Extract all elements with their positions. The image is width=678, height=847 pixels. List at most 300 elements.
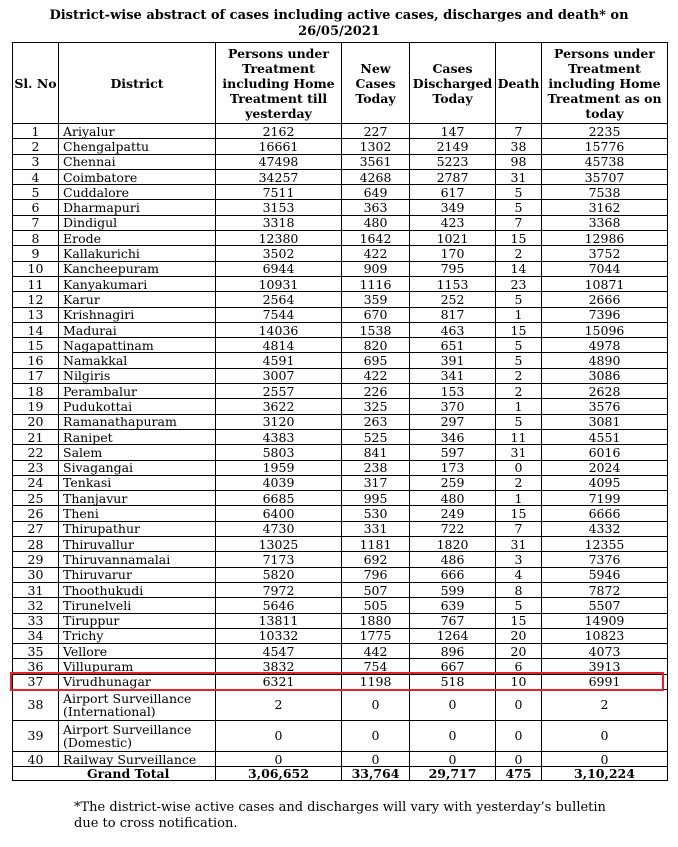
row-district: Madurai: [59, 322, 216, 337]
row-district: Trichy: [59, 628, 216, 643]
row-under-treatment-yesterday: 47498: [216, 154, 342, 169]
row-under-treatment-today: 7199: [542, 491, 668, 506]
row-discharged: 1820: [410, 537, 496, 552]
row-new-cases: 692: [342, 552, 410, 567]
row-slno: 14: [13, 322, 59, 337]
table-row: [13, 276, 668, 291]
table-row: [13, 613, 668, 628]
table-row: [13, 139, 668, 154]
row-discharged: 480: [410, 491, 496, 506]
row-death: 7: [496, 521, 542, 536]
row-under-treatment-yesterday: 0: [216, 720, 342, 751]
row-death: 23: [496, 276, 542, 291]
table-row: [13, 399, 668, 414]
row-under-treatment-yesterday: 6944: [216, 261, 342, 276]
row-slno: 16: [13, 353, 59, 368]
row-under-treatment-yesterday: 3007: [216, 368, 342, 383]
row-district: Thiruvannamalai: [59, 552, 216, 567]
district-abstract-table: [12, 42, 668, 781]
row-death: 7: [496, 215, 542, 230]
row-slno: 22: [13, 445, 59, 460]
row-discharged: 147: [410, 124, 496, 139]
row-new-cases: 670: [342, 307, 410, 322]
table-row: [13, 215, 668, 230]
row-under-treatment-today: 14909: [542, 613, 668, 628]
row-district: Nilgiris: [59, 368, 216, 383]
row-death: 15: [496, 613, 542, 628]
row-under-treatment-today: 4073: [542, 644, 668, 659]
row-discharged: 617: [410, 185, 496, 200]
row-death: 2: [496, 246, 542, 261]
row-discharged: 249: [410, 506, 496, 521]
row-slno: 26: [13, 506, 59, 521]
row-district: Kancheepuram: [59, 261, 216, 276]
row-discharged: 0: [410, 751, 496, 766]
row-under-treatment-today: 0: [542, 751, 668, 766]
row-new-cases: 525: [342, 429, 410, 444]
row-slno: 5: [13, 185, 59, 200]
row-under-treatment-today: 3162: [542, 200, 668, 215]
row-discharged: 795: [410, 261, 496, 276]
row-district: Coimbatore: [59, 169, 216, 184]
row-new-cases: 0: [342, 689, 410, 720]
row-new-cases: 263: [342, 414, 410, 429]
row-slno: 25: [13, 491, 59, 506]
row-district: Erode: [59, 231, 216, 246]
row-district: Dindigul: [59, 215, 216, 230]
row-under-treatment-today: 6016: [542, 445, 668, 460]
table-row: [13, 338, 668, 353]
table-row: [13, 689, 668, 720]
table-row: [13, 475, 668, 490]
row-new-cases: 995: [342, 491, 410, 506]
row-death: 5: [496, 185, 542, 200]
row-district: Ranipet: [59, 429, 216, 444]
row-district: Thirupathur: [59, 521, 216, 536]
row-under-treatment-today: 7376: [542, 552, 668, 567]
table-row: [13, 368, 668, 383]
table-row: [13, 491, 668, 506]
row-slno: 37: [13, 674, 59, 689]
row-district: Theni: [59, 506, 216, 521]
row-under-treatment-today: 2024: [542, 460, 668, 475]
row-slno: 6: [13, 200, 59, 215]
row-under-treatment-yesterday: 4591: [216, 353, 342, 368]
row-new-cases: 480: [342, 215, 410, 230]
row-discharged: 0: [410, 689, 496, 720]
row-under-treatment-today: 2666: [542, 292, 668, 307]
table-row: [13, 124, 668, 139]
row-discharged: 341: [410, 368, 496, 383]
row-death: 2: [496, 384, 542, 399]
row-under-treatment-yesterday: 7173: [216, 552, 342, 567]
row-under-treatment-today: 7396: [542, 307, 668, 322]
row-under-treatment-today: 4890: [542, 353, 668, 368]
row-under-treatment-today: 15776: [542, 139, 668, 154]
row-discharged: 667: [410, 659, 496, 674]
row-discharged: 5223: [410, 154, 496, 169]
header-district: District: [59, 43, 216, 124]
row-death: 11: [496, 429, 542, 444]
row-new-cases: 649: [342, 185, 410, 200]
table-row: [13, 537, 668, 552]
row-under-treatment-today: 6666: [542, 506, 668, 521]
row-under-treatment-yesterday: 34257: [216, 169, 342, 184]
row-death: 0: [496, 751, 542, 766]
row-death: 5: [496, 338, 542, 353]
row-discharged: 463: [410, 322, 496, 337]
row-death: 1: [496, 399, 542, 414]
row-slno: 39: [13, 720, 59, 751]
row-under-treatment-yesterday: 3153: [216, 200, 342, 215]
row-discharged: 518: [410, 674, 496, 689]
row-slno: 32: [13, 598, 59, 613]
row-under-treatment-today: 0: [542, 720, 668, 751]
row-district: Thoothukudi: [59, 582, 216, 597]
row-slno: 27: [13, 521, 59, 536]
row-death: 31: [496, 445, 542, 460]
row-district: Tiruppur: [59, 613, 216, 628]
row-new-cases: 695: [342, 353, 410, 368]
table-row: [13, 322, 668, 337]
table-row: [13, 384, 668, 399]
row-slno: 9: [13, 246, 59, 261]
row-under-treatment-yesterday: 2: [216, 689, 342, 720]
row-under-treatment-yesterday: 4039: [216, 475, 342, 490]
row-district: Namakkal: [59, 353, 216, 368]
table-row: [13, 552, 668, 567]
row-slno: 35: [13, 644, 59, 659]
table-row: [13, 751, 668, 766]
row-under-treatment-today: 7538: [542, 185, 668, 200]
row-slno: 24: [13, 475, 59, 490]
row-discharged: 599: [410, 582, 496, 597]
row-discharged: 1153: [410, 276, 496, 291]
row-under-treatment-yesterday: 4383: [216, 429, 342, 444]
row-district: Tenkasi: [59, 475, 216, 490]
header-under-treatment-today: Persons under Treatment including Home Treatment as on today: [542, 43, 668, 124]
row-under-treatment-today: 4978: [542, 338, 668, 353]
row-death: 3: [496, 552, 542, 567]
row-district: Virudhunagar: [59, 674, 216, 689]
row-under-treatment-today: 3368: [542, 215, 668, 230]
row-discharged: 666: [410, 567, 496, 582]
table-row: [13, 598, 668, 613]
row-discharged: 297: [410, 414, 496, 429]
virudhunagar-highlight-box: [10, 672, 664, 691]
row-slno: 8: [13, 231, 59, 246]
table-row: [13, 231, 668, 246]
row-death: 0: [496, 720, 542, 751]
total-discharged: 29,717: [410, 767, 496, 781]
table-row: [13, 169, 668, 184]
row-under-treatment-today: 12986: [542, 231, 668, 246]
row-discharged: 896: [410, 644, 496, 659]
row-district: Vellore: [59, 644, 216, 659]
row-under-treatment-today: 3086: [542, 368, 668, 383]
row-under-treatment-today: 3752: [542, 246, 668, 261]
row-discharged: 2149: [410, 139, 496, 154]
row-death: 31: [496, 537, 542, 552]
row-death: 1: [496, 491, 542, 506]
row-under-treatment-yesterday: 10931: [216, 276, 342, 291]
table-row: [13, 292, 668, 307]
table-row: [13, 506, 668, 521]
row-district: Tirunelveli: [59, 598, 216, 613]
row-slno: 40: [13, 751, 59, 766]
row-death: 20: [496, 628, 542, 643]
row-discharged: 722: [410, 521, 496, 536]
row-slno: 29: [13, 552, 59, 567]
header-discharged: Cases Discharged Today: [410, 43, 496, 124]
row-under-treatment-yesterday: 4547: [216, 644, 342, 659]
table-row: [13, 154, 668, 169]
row-discharged: 817: [410, 307, 496, 322]
row-district: Salem: [59, 445, 216, 460]
row-death: 8: [496, 582, 542, 597]
row-district: Dharmapuri: [59, 200, 216, 215]
row-discharged: 1264: [410, 628, 496, 643]
row-new-cases: 530: [342, 506, 410, 521]
row-district: Chennai: [59, 154, 216, 169]
row-under-treatment-yesterday: 6400: [216, 506, 342, 521]
row-death: 2: [496, 368, 542, 383]
row-new-cases: 442: [342, 644, 410, 659]
row-under-treatment-today: 5507: [542, 598, 668, 613]
row-district: Sivagangai: [59, 460, 216, 475]
row-death: 38: [496, 139, 542, 154]
grand-total-row: [13, 767, 668, 781]
row-under-treatment-yesterday: 5646: [216, 598, 342, 613]
row-under-treatment-yesterday: 2162: [216, 124, 342, 139]
row-under-treatment-yesterday: 14036: [216, 322, 342, 337]
row-death: 98: [496, 154, 542, 169]
row-death: 15: [496, 231, 542, 246]
row-under-treatment-yesterday: 5803: [216, 445, 342, 460]
row-death: 5: [496, 353, 542, 368]
row-death: 4: [496, 567, 542, 582]
row-slno: 23: [13, 460, 59, 475]
row-district: Perambalur: [59, 384, 216, 399]
table-row: [13, 261, 668, 276]
total-under-treatment-today: 3,10,224: [542, 767, 668, 781]
row-slno: 36: [13, 659, 59, 674]
row-new-cases: 1198: [342, 674, 410, 689]
row-slno: 30: [13, 567, 59, 582]
row-under-treatment-today: 10871: [542, 276, 668, 291]
row-under-treatment-today: 7044: [542, 261, 668, 276]
row-new-cases: 1642: [342, 231, 410, 246]
row-new-cases: 325: [342, 399, 410, 414]
row-under-treatment-yesterday: 0: [216, 751, 342, 766]
row-new-cases: 1880: [342, 613, 410, 628]
row-discharged: 370: [410, 399, 496, 414]
row-new-cases: 1181: [342, 537, 410, 552]
row-district: Villupuram: [59, 659, 216, 674]
total-death: 475: [496, 767, 542, 781]
table-row: [13, 353, 668, 368]
row-slno: 19: [13, 399, 59, 414]
row-district: Chengalpattu: [59, 139, 216, 154]
row-slno: 7: [13, 215, 59, 230]
row-new-cases: 505: [342, 598, 410, 613]
table-row: [13, 429, 668, 444]
row-under-treatment-today: 10823: [542, 628, 668, 643]
row-under-treatment-yesterday: 6321: [216, 674, 342, 689]
row-death: 1: [496, 307, 542, 322]
row-new-cases: 227: [342, 124, 410, 139]
row-under-treatment-today: 2628: [542, 384, 668, 399]
row-death: 15: [496, 322, 542, 337]
grand-total-label: Grand Total: [13, 767, 216, 781]
row-discharged: 651: [410, 338, 496, 353]
header-slno: Sl. No: [13, 43, 59, 124]
row-under-treatment-today: 2: [542, 689, 668, 720]
row-death: 6: [496, 659, 542, 674]
row-new-cases: 1538: [342, 322, 410, 337]
table-row: [13, 460, 668, 475]
row-discharged: 153: [410, 384, 496, 399]
row-district: Kallakurichi: [59, 246, 216, 261]
row-under-treatment-today: 45738: [542, 154, 668, 169]
row-under-treatment-yesterday: 6685: [216, 491, 342, 506]
row-under-treatment-today: 5946: [542, 567, 668, 582]
row-slno: 2: [13, 139, 59, 154]
row-new-cases: 1302: [342, 139, 410, 154]
report-title: [0, 8, 678, 40]
row-under-treatment-today: 15096: [542, 322, 668, 337]
table-row: [13, 644, 668, 659]
table-row: [13, 307, 668, 322]
row-slno: 15: [13, 338, 59, 353]
row-discharged: 1021: [410, 231, 496, 246]
footnote: *The district-wise active cases and discharges will vary with yesterday’s bulletin due to cross notification.: [74, 800, 606, 831]
row-new-cases: 3561: [342, 154, 410, 169]
row-district: Thiruvarur: [59, 567, 216, 582]
row-district: Thanjavur: [59, 491, 216, 506]
row-discharged: 0: [410, 720, 496, 751]
total-new-cases: 33,764: [342, 767, 410, 781]
table-row: [13, 567, 668, 582]
row-under-treatment-yesterday: 2564: [216, 292, 342, 307]
row-slno: 13: [13, 307, 59, 322]
header-death: Death: [496, 43, 542, 124]
row-slno: 3: [13, 154, 59, 169]
row-under-treatment-today: 3913: [542, 659, 668, 674]
table-row: [13, 185, 668, 200]
row-new-cases: 422: [342, 246, 410, 261]
row-district: Krishnagiri: [59, 307, 216, 322]
row-discharged: 170: [410, 246, 496, 261]
row-under-treatment-today: 6991: [542, 674, 668, 689]
header-new-cases: New Cases Today: [342, 43, 410, 124]
row-discharged: 391: [410, 353, 496, 368]
row-under-treatment-yesterday: 4814: [216, 338, 342, 353]
row-under-treatment-yesterday: 13025: [216, 537, 342, 552]
row-slno: 11: [13, 276, 59, 291]
row-death: 5: [496, 598, 542, 613]
row-district: Cuddalore: [59, 185, 216, 200]
row-death: 20: [496, 644, 542, 659]
row-new-cases: 507: [342, 582, 410, 597]
total-under-treatment-yesterday: 3,06,652: [216, 767, 342, 781]
row-under-treatment-today: 4095: [542, 475, 668, 490]
row-death: 0: [496, 460, 542, 475]
row-death: 2: [496, 475, 542, 490]
row-under-treatment-yesterday: 7544: [216, 307, 342, 322]
row-slno: 18: [13, 384, 59, 399]
row-discharged: 639: [410, 598, 496, 613]
row-district: Ariyalur: [59, 124, 216, 139]
row-slno: 31: [13, 582, 59, 597]
row-under-treatment-today: 3081: [542, 414, 668, 429]
row-discharged: 423: [410, 215, 496, 230]
row-under-treatment-yesterday: 7511: [216, 185, 342, 200]
row-discharged: 767: [410, 613, 496, 628]
row-new-cases: 909: [342, 261, 410, 276]
row-new-cases: 1116: [342, 276, 410, 291]
row-district: Pudukottai: [59, 399, 216, 414]
row-slno: 21: [13, 429, 59, 444]
header-under-treatment-yesterday: Persons under Treatment including Home Treatment till yesterday: [216, 43, 342, 124]
row-new-cases: 4268: [342, 169, 410, 184]
row-death: 15: [496, 506, 542, 521]
row-under-treatment-today: 4551: [542, 429, 668, 444]
row-death: 31: [496, 169, 542, 184]
row-new-cases: 841: [342, 445, 410, 460]
table-row: [13, 628, 668, 643]
row-district: Thiruvallur: [59, 537, 216, 552]
row-under-treatment-yesterday: 3120: [216, 414, 342, 429]
row-discharged: 486: [410, 552, 496, 567]
row-discharged: 259: [410, 475, 496, 490]
row-under-treatment-yesterday: 13811: [216, 613, 342, 628]
row-new-cases: 0: [342, 720, 410, 751]
row-new-cases: 422: [342, 368, 410, 383]
row-new-cases: 820: [342, 338, 410, 353]
table-row: [13, 720, 668, 751]
row-slno: 10: [13, 261, 59, 276]
table-header-row: [13, 43, 668, 124]
row-district: Nagapattinam: [59, 338, 216, 353]
row-new-cases: 238: [342, 460, 410, 475]
row-under-treatment-yesterday: 10332: [216, 628, 342, 643]
table-row: [13, 445, 668, 460]
title-line-1: District-wise abstract of cases including active cases, discharges and death* on: [49, 8, 629, 23]
row-discharged: 346: [410, 429, 496, 444]
row-new-cases: 1775: [342, 628, 410, 643]
row-under-treatment-today: 4332: [542, 521, 668, 536]
row-under-treatment-yesterday: 3622: [216, 399, 342, 414]
table-row: [13, 200, 668, 215]
row-under-treatment-yesterday: 7972: [216, 582, 342, 597]
row-new-cases: 331: [342, 521, 410, 536]
row-slno: 33: [13, 613, 59, 628]
row-slno: 20: [13, 414, 59, 429]
row-district: Airport Surveillance (Domestic): [59, 720, 216, 751]
row-slno: 38: [13, 689, 59, 720]
row-new-cases: 226: [342, 384, 410, 399]
row-slno: 17: [13, 368, 59, 383]
row-death: 0: [496, 689, 542, 720]
row-district: Railway Surveillance: [59, 751, 216, 766]
row-district: Karur: [59, 292, 216, 307]
row-new-cases: 754: [342, 659, 410, 674]
row-death: 5: [496, 414, 542, 429]
row-death: 7: [496, 124, 542, 139]
row-death: 5: [496, 200, 542, 215]
table-row: [13, 521, 668, 536]
